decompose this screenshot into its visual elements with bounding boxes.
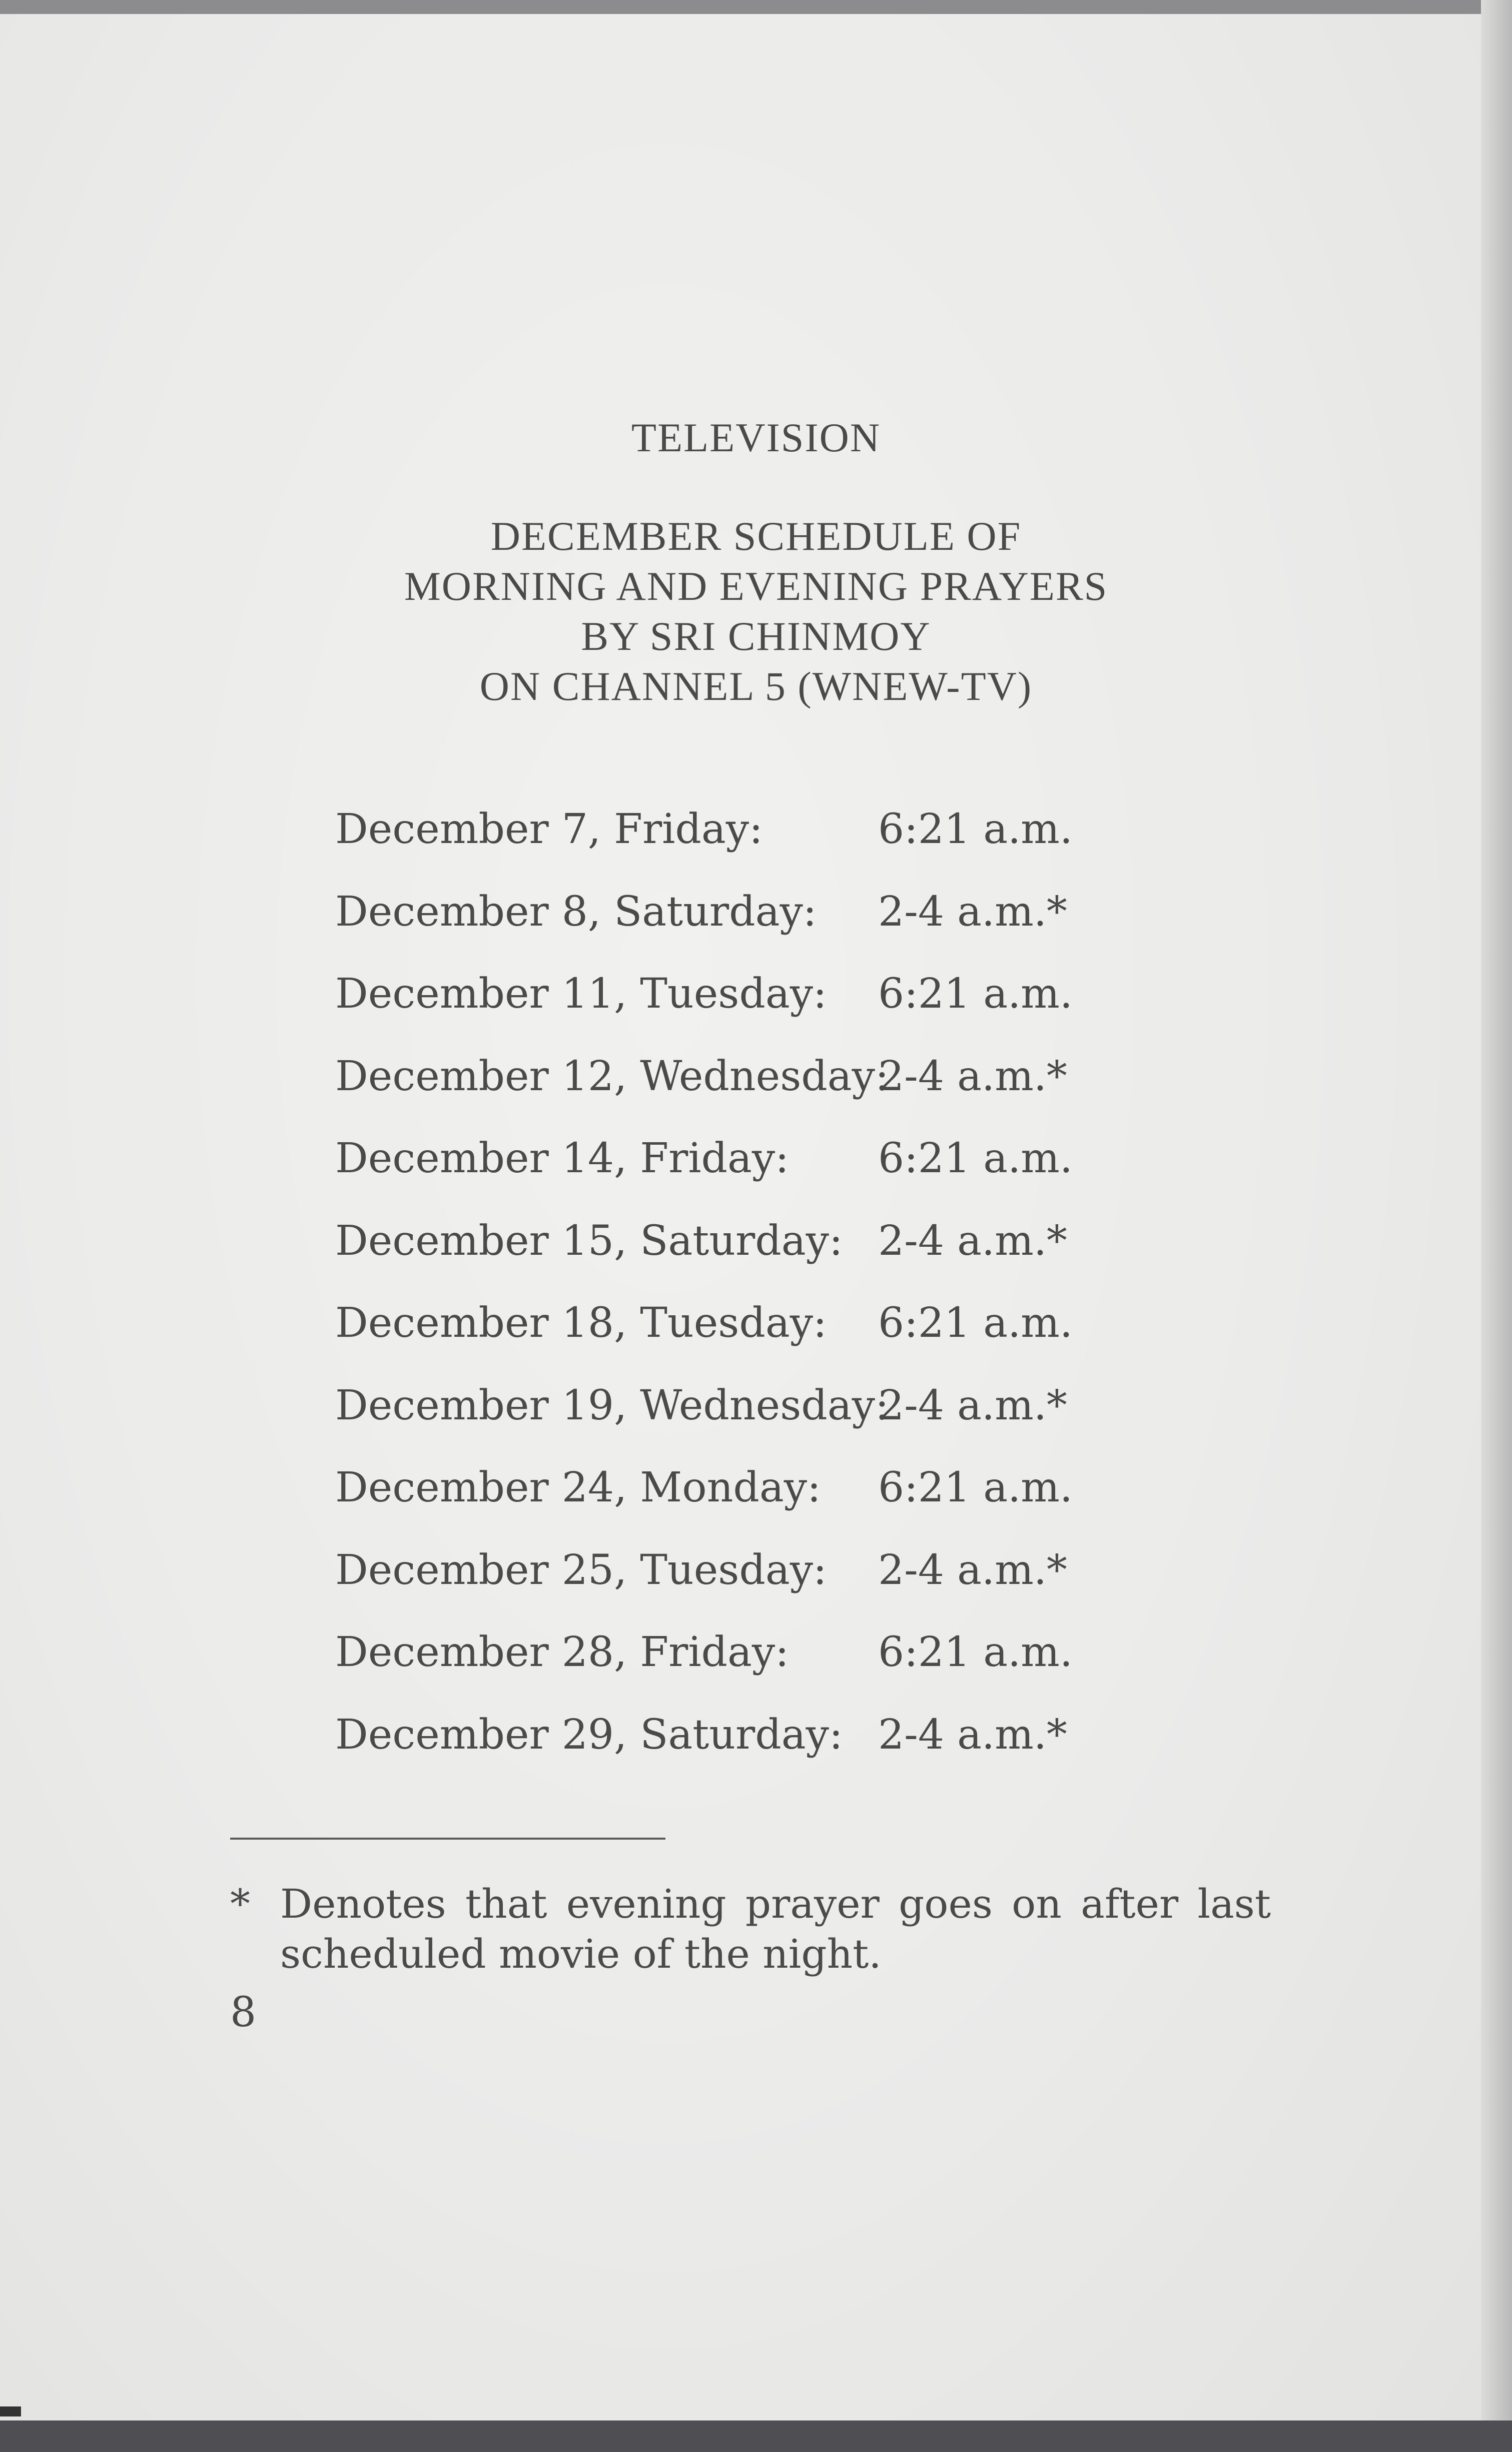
page-number: 8: [230, 1989, 257, 2036]
schedule-day: December 8, Saturday:: [335, 888, 817, 936]
schedule-title-line: DECEMBER SCHEDULE OF: [490, 513, 1022, 559]
schedule-time: 6:21 a.m.: [878, 1135, 1073, 1182]
schedule-day: December 15, Saturday:: [335, 1217, 843, 1265]
schedule-day: December 7, Friday:: [335, 805, 763, 853]
footnote-text: Denotes that evening prayer goes on after last scheduled movie of the night.: [280, 1881, 1271, 1977]
schedule-title-line: BY SRI CHINMOY: [581, 613, 931, 659]
schedule-time: 2-4 a.m.*: [878, 1546, 1067, 1594]
schedule-day: December 12, Wednesday:: [335, 1052, 889, 1100]
schedule-time: 2-4 a.m.*: [878, 1381, 1067, 1429]
schedule-day: December 19, Wednesday:: [335, 1381, 889, 1429]
schedule-day: December 11, Tuesday:: [335, 970, 827, 1018]
schedule-time: 6:21 a.m.: [878, 970, 1073, 1018]
schedule-day: December 24, Monday:: [335, 1464, 821, 1511]
page-top-edge: [0, 0, 1512, 14]
schedule-title-line: ON CHANNEL 5 (WNEW-TV): [479, 663, 1033, 709]
schedule-time: 6:21 a.m.: [878, 1464, 1073, 1511]
schedule-title-line: MORNING AND EVENING PRAYERS: [404, 563, 1108, 609]
schedule-title: [0, 511, 1512, 711]
schedule-day: December 28, Friday:: [335, 1628, 789, 1676]
schedule-time: 6:21 a.m.: [878, 805, 1073, 853]
schedule-day: December 18, Tuesday:: [335, 1299, 827, 1347]
schedule-time: 2-4 a.m.*: [878, 1711, 1067, 1759]
page-binding-shadow: [1481, 0, 1512, 2452]
page-bottom-edge: [0, 2420, 1512, 2452]
schedule-day: December 25, Tuesday:: [335, 1546, 827, 1594]
schedule-time: 6:21 a.m.: [878, 1628, 1073, 1676]
schedule-time: 2-4 a.m.*: [878, 1217, 1067, 1265]
section-heading: TELEVISION: [631, 415, 881, 460]
schedule-day: December 29, Saturday:: [335, 1711, 843, 1759]
schedule-time: 2-4 a.m.*: [878, 1052, 1067, 1100]
schedule-time: 6:21 a.m.: [878, 1299, 1073, 1347]
footnote-divider: [230, 1838, 665, 1840]
footnote-asterisk: *: [230, 1881, 250, 1927]
schedule-day: December 14, Friday:: [335, 1135, 789, 1182]
footnote: [230, 1879, 1271, 1979]
scan-edge-mark: [0, 2406, 21, 2416]
schedule-time: 2-4 a.m.*: [878, 888, 1067, 936]
